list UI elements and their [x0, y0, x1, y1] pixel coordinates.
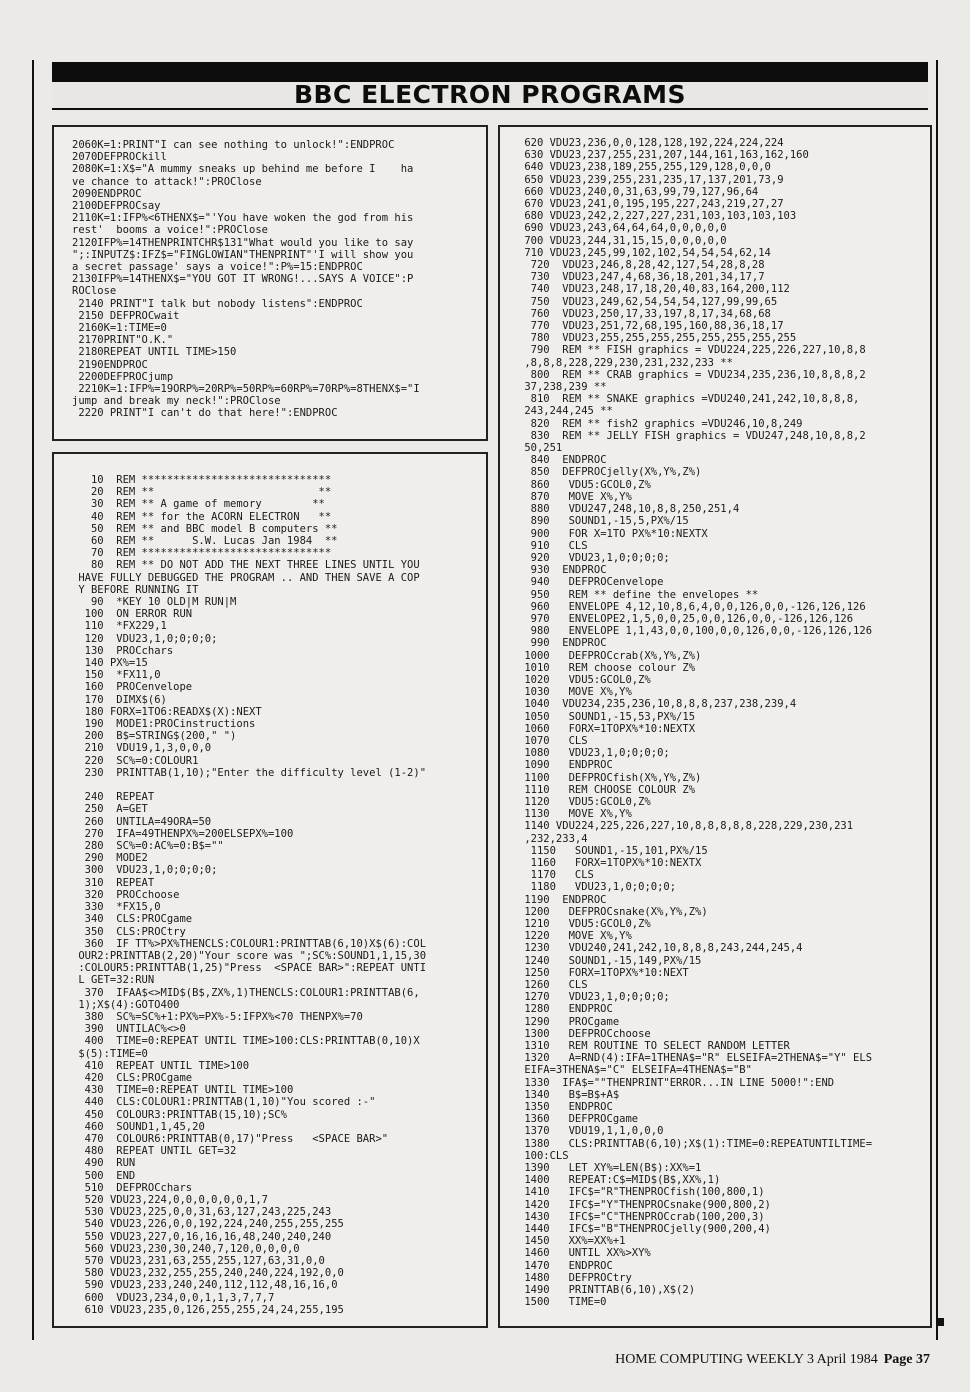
page-footer [615, 1352, 930, 1368]
code-line: 130 PROCchars [72, 644, 174, 657]
code-line: 650 VDU23,239,255,231,235,17,137,201,73,9 [518, 173, 784, 186]
code-line: 2110K=1:IFP%<6THENX$="'You have woken the god from his [72, 212, 414, 225]
code-line: 1400 REPEAT:C$=MID$(B$,XX%,1) [518, 1174, 721, 1187]
code-line: 460 SOUND1,1,45,20 [72, 1120, 205, 1133]
code-line: 1290 PROCgame [518, 1015, 620, 1028]
page-edge-mark [936, 1318, 944, 1326]
code-line: ";:INPUTZ$:IFZ$="FINGLOWIAN"THENPRINT"'I will show you [72, 248, 414, 261]
code-line: 1190 ENDPROC [518, 893, 607, 906]
code-line: 440 CLS:COLOUR1:PRINTTAB(1,10)"You scored :-" [72, 1096, 376, 1109]
code-line: 1150 SOUND1,-15,101,PX%/15 [518, 844, 708, 857]
code-line: 690 VDU23,243,64,64,64,0,0,0,0,0 [518, 222, 727, 235]
code-line: 640 VDU23,238,189,255,255,129,128,0,0,0 [518, 161, 771, 174]
listing-box-top-left [52, 125, 488, 441]
code-line: 230 PRINTTAB(1,10);"Enter the difficulty level (1-2)" [72, 766, 427, 779]
code-line: 160 PROCenvelope [72, 681, 193, 694]
code-line: 1470 ENDPROC [518, 1259, 613, 1272]
code-line: 80 REM ** DO NOT ADD THE NEXT THREE LINES UNTIL YOU [72, 559, 420, 572]
banner-strip [52, 82, 928, 108]
banner-title: BBC ELECTRON PROGRAMS [293, 80, 687, 109]
program-listing-right [518, 137, 924, 1309]
code-line: 2140 PRINT"I talk but nobody listens":ENDPROC [72, 297, 363, 310]
code-line: 2150 DEFPROCwait [72, 309, 180, 322]
code-line: 420 CLS:PROCgame [72, 1071, 193, 1084]
code-line: HAVE FULLY DEBUGGED THE PROGRAM .. AND THEN SAVE A COP [72, 571, 420, 584]
code-line: 980 ENVELOPE 1,1,43,0,0,100,0,0,126,0,0,-126,126,126 [518, 625, 873, 638]
code-line: 370 IFAA$<>MID$(B$,ZX%,1)THENCLS:COLOUR1:PRINTTAB(6, [72, 986, 420, 999]
code-line: 480 REPEAT UNTIL GET=32 [72, 1145, 237, 1158]
code-line: 550 VDU23,227,0,16,16,16,48,240,240,240 [72, 1230, 332, 1243]
code-line: 540 VDU23,226,0,0,192,224,240,255,255,255 [72, 1218, 344, 1231]
code-line: 1390 LET XY%=LEN(B$):XX%=1 [518, 1162, 702, 1175]
code-line: 40 REM ** for the ACORN ELECTRON ** [72, 510, 332, 523]
code-line: 1420 IFC$="Y"THENPROCsnake(900,800,2) [518, 1198, 771, 1211]
code-line: 410 REPEAT UNTIL TIME>100 [72, 1059, 250, 1072]
code-line: ,8,8,8,228,229,230,231,232,233 ** [518, 356, 733, 369]
code-line: 1260 CLS [518, 979, 588, 992]
code-line: 840 ENDPROC [518, 454, 607, 467]
code-line: 1320 A=RND(4):IFA=1THENA$="R" ELSEIFA=2THENA$="Y" ELS [518, 1052, 873, 1065]
code-line: 1490 PRINTTAB(6,10),X$(2) [518, 1284, 696, 1297]
code-line: 400 TIME=0:REPEAT UNTIL TIME>100:CLS:PRINTTAB(0,10)X [72, 1035, 420, 1048]
code-line: 920 VDU23,1,0;0;0;0; [518, 551, 670, 564]
code-line: 580 VDU23,232,255,255,240,240,224,192,0,0 [72, 1267, 344, 1280]
code-line: 670 VDU23,241,0,195,195,227,243,219,27,27 [518, 198, 784, 211]
code-line: 950 REM ** define the envelopes ** [518, 588, 759, 601]
code-line: 520 VDU23,224,0,0,0,0,0,0,1,7 [72, 1193, 268, 1206]
code-line: 10 REM ****************************** [72, 474, 332, 486]
code-line: 1360 DEFPROCgame [518, 1113, 639, 1126]
code-line: 290 MODE2 [72, 852, 148, 865]
code-line: 740 VDU23,248,17,18,20,40,83,164,200,112 [518, 283, 790, 296]
code-line: 120 VDU23,1,0;0;0;0; [72, 632, 218, 645]
code-line: 820 REM ** fish2 graphics =VDU246,10,8,249 [518, 417, 803, 430]
code-line: 1370 VDU19,1,1,0,0,0 [518, 1125, 664, 1138]
code-line: 70 REM ****************************** [72, 547, 332, 560]
code-line: 260 UNTILA=49ORA=50 [72, 815, 212, 828]
code-line: 1450 XX%=XX%+1 [518, 1235, 626, 1248]
code-line: 1030 MOVE X%,Y% [518, 686, 632, 699]
code-line: 1340 B$=B$+A$ [518, 1088, 620, 1101]
code-line: 1200 DEFPROCsnake(X%,Y%,Z%) [518, 905, 708, 918]
code-line: 50 REM ** and BBC model B computers ** [72, 522, 338, 535]
code-line: 610 VDU23,235,0,126,255,255,24,24,255,195 [72, 1303, 344, 1316]
code-line: 1060 FORX=1TOPX%*10:NEXTX [518, 722, 696, 735]
code-line: :COLOUR5:PRINTTAB(1,25)"Press <SPACE BAR>":REPEAT UNTI [72, 962, 427, 975]
code-line: 2180REPEAT UNTIL TIME>150 [72, 346, 237, 359]
code-line: 2210K=1:IFP%=19ORP%=20RP%=50RP%=60RP%=70RP%=8THENX$="I [72, 383, 420, 396]
code-line: 37,238,239 ** [518, 381, 607, 394]
code-line: 470 COLOUR6:PRINTTAB(0,17)"Press <SPACE BAR>" [72, 1132, 389, 1145]
code-line: 450 COLOUR3:PRINTTAB(15,10);SC% [72, 1108, 287, 1121]
code-line [72, 779, 480, 791]
code-line: 1500 TIME=0 [518, 1296, 607, 1309]
code-line: 530 VDU23,225,0,0,31,63,127,243,225,243 [72, 1206, 332, 1219]
program-listing-main-left [72, 474, 480, 1316]
code-line: 2120IFP%=14THENPRINTCHR$131"What would you like to say [72, 236, 414, 249]
code-line: 50,251 [518, 442, 563, 455]
code-line: 1170 CLS [518, 869, 594, 882]
code-line: 890 SOUND1,-15,5,PX%/15 [518, 515, 689, 528]
code-line: 830 REM ** JELLY FISH graphics = VDU247,248,10,8,8,2 [518, 429, 866, 442]
code-line: 630 VDU23,237,255,231,207,144,161,163,162,160 [518, 149, 809, 162]
code-line: 1240 SOUND1,-15,149,PX%/15 [518, 954, 702, 967]
code-line: OUR2:PRINTTAB(2,20)"Your score was ";SC%:SOUND1,1,15,30 [72, 949, 427, 962]
code-line: 1000 DEFPROCcrab(X%,Y%,Z%) [518, 649, 702, 662]
code-line: 1160 FORX=1TOPX%*10:NEXTX [518, 856, 702, 869]
code-line: 870 MOVE X%,Y% [518, 490, 632, 503]
code-line: 2080K=1:X$="A mummy sneaks up behind me before I ha [72, 163, 414, 176]
code-line: Y BEFORE RUNNING IT [72, 583, 199, 596]
code-line: 250 A=GET [72, 803, 148, 816]
code-line: 1120 VDU5:GCOL0,Z% [518, 795, 651, 808]
code-line: 2190ENDPROC [72, 358, 148, 371]
code-line: 110 *FX229,1 [72, 620, 167, 633]
code-line: $(5):TIME=0 [72, 1047, 148, 1060]
code-line: 180 FORX=1TO6:READX$(X):NEXT [72, 705, 262, 718]
code-line: 60 REM ** S.W. Lucas Jan 1984 ** [72, 535, 338, 548]
code-line: 200 B$=STRING$(200," ") [72, 730, 237, 743]
code-line: 330 *FX15,0 [72, 901, 161, 914]
code-line: 910 CLS [518, 539, 588, 552]
code-line: 430 TIME=0:REPEAT UNTIL TIME>100 [72, 1084, 294, 1097]
code-line: 150 *FX11,0 [72, 669, 161, 682]
code-line: 680 VDU23,242,2,227,227,231,103,103,103,103 [518, 210, 797, 223]
page-number: Page 37 [883, 1352, 930, 1367]
code-line: jump and break my neck!":PROClose [72, 395, 281, 408]
code-line: 860 VDU5:GCOL0,Z% [518, 478, 651, 491]
code-line: 590 VDU23,233,240,240,112,112,48,16,16,0 [72, 1279, 338, 1292]
code-line: 310 REPEAT [72, 876, 155, 889]
code-line: 1010 REM choose colour Z% [518, 661, 696, 674]
code-line: 1180 VDU23,1,0;0;0;0; [518, 881, 677, 894]
code-line: 570 VDU23,231,63,255,255,127,63,31,0,0 [72, 1254, 325, 1267]
code-line: 1020 VDU5:GCOL0,Z% [518, 673, 651, 686]
code-line: 20 REM ** ** [72, 486, 332, 499]
code-line: 1230 VDU240,241,242,10,8,8,8,243,244,245,4 [518, 942, 803, 955]
code-line: 750 VDU23,249,62,54,54,54,127,99,99,65 [518, 295, 778, 308]
code-line: 190 MODE1:PROCinstructions [72, 718, 256, 731]
code-line: 1050 SOUND1,-15,53,PX%/15 [518, 710, 696, 723]
code-line: 170 DIMX$(6) [72, 693, 167, 706]
code-line: 100 ON ERROR RUN [72, 608, 193, 621]
code-line: 930 ENDPROC [518, 564, 607, 577]
code-line: 1440 IFC$="B"THENPROCjelly(900,200,4) [518, 1223, 771, 1236]
code-line: 1100 DEFPROCfish(X%,Y%,Z%) [518, 771, 702, 784]
code-line: 600 VDU23,234,0,0,1,1,3,7,7,7 [72, 1291, 275, 1304]
listing-box-right [498, 125, 932, 1328]
program-listing-top-left [72, 139, 480, 420]
code-line: 380 SC%=SC%+1:PX%=PX%-5:IFPX%<70 THENPX%=70 [72, 1010, 363, 1023]
code-line: 1090 ENDPROC [518, 759, 613, 772]
code-line: 1350 ENDPROC [518, 1101, 613, 1114]
code-line: 1280 ENDPROC [518, 1003, 613, 1016]
code-line: 210 VDU19,1,3,0,0,0 [72, 742, 212, 755]
code-line: 1380 CLS:PRINTTAB(6,10);X$(1):TIME=0:REPEATUNTILTIME= [518, 1137, 873, 1150]
code-line: 360 IF TT%>PX%THENCLS:COLOUR1:PRINTTAB(6,10)X$(6):COL [72, 937, 427, 950]
code-line: 500 END [72, 1169, 136, 1182]
code-line: 90 *KEY 10 OLD|M RUN|M [72, 596, 237, 609]
code-line: 1480 DEFPROCtry [518, 1271, 632, 1284]
code-line: 490 RUN [72, 1157, 136, 1170]
code-line: ROClose [72, 285, 117, 298]
code-line: 2060K=1:PRINT"I can see nothing to unlock!":ENDPROC [72, 139, 395, 151]
code-line: 730 VDU23,247,4,68,36,18,201,34,17,7 [518, 271, 765, 284]
code-line: 340 CLS:PROCgame [72, 913, 193, 926]
code-line: 880 VDU247,248,10,8,8,250,251,4 [518, 503, 740, 516]
code-line: 243,244,245 ** [518, 405, 613, 418]
code-line: a secret passage' says a voice!":P%=15:ENDPROC [72, 261, 363, 274]
code-line: 1130 MOVE X%,Y% [518, 808, 632, 821]
code-line: 1070 CLS [518, 734, 588, 747]
code-line: 710 VDU23,245,99,102,102,54,54,54,62,14 [518, 246, 771, 259]
code-line: 1310 REM ROUTINE TO SELECT RANDOM LETTER [518, 1040, 790, 1053]
publication-line: HOME COMPUTING WEEKLY 3 April 1984 [615, 1352, 878, 1367]
code-line: 990 ENDPROC [518, 637, 607, 650]
section-banner [52, 62, 928, 110]
code-line: 510 DEFPROCchars [72, 1181, 193, 1194]
code-line: 1040 VDU234,235,236,10,8,8,8,237,238,239,4 [518, 698, 797, 711]
code-line: 850 DEFPROCjelly(X%,Y%,Z%) [518, 466, 702, 479]
code-line: 350 CLS:PROCtry [72, 925, 186, 938]
code-line: 660 VDU23,240,0,31,63,99,79,127,96,64 [518, 185, 759, 198]
code-line: 1);X$(4):GOTO400 [72, 998, 180, 1011]
code-line: 560 VDU23,230,30,240,7,120,0,0,0,0 [72, 1242, 300, 1255]
code-line: 2100DEFPROCsay [72, 200, 161, 213]
code-line: 970 ENVELOPE2,1,5,0,0,25,0,0,126,0,0,-126,126,126 [518, 612, 854, 625]
code-line: 320 PROCchoose [72, 888, 180, 901]
code-line: EIFA=3THENA$="C" ELSEIFA=4THENA$="B" [518, 1064, 752, 1077]
code-line: 810 REM ** SNAKE graphics =VDU240,241,242,10,8,8,8, [518, 393, 860, 406]
code-line: 700 VDU23,244,31,15,15,0,0,0,0,0 [518, 234, 727, 247]
code-line: 2170PRINT"O.K." [72, 334, 174, 347]
code-line: 1080 VDU23,1,0;0;0;0; [518, 747, 670, 760]
code-line: 100:CLS [518, 1149, 569, 1162]
code-line: 960 ENVELOPE 4,12,10,8,6,4,0,0,126,0,0,-126,126,126 [518, 600, 866, 613]
code-line: 1460 UNTIL XX%>XY% [518, 1247, 651, 1260]
code-line: L GET=32:RUN [72, 974, 155, 987]
code-line: 2160K=1:TIME=0 [72, 322, 167, 335]
code-line: 2070DEFPROCkill [72, 151, 167, 164]
code-line: 390 UNTILAC%<>0 [72, 1023, 186, 1036]
code-line: 30 REM ** A game of memory ** [72, 498, 325, 511]
listing-box-main-left [52, 452, 488, 1328]
code-line: 790 REM ** FISH graphics = VDU224,225,226,227,10,8,8 [518, 344, 866, 357]
code-line: 300 VDU23,1,0;0;0;0; [72, 864, 218, 877]
code-line: 620 VDU23,236,0,0,128,128,192,224,224,224 [518, 137, 784, 149]
code-line: 140 PX%=15 [72, 657, 148, 670]
code-line: 2200DEFPROCjump [72, 370, 174, 383]
code-line: ve chance to attack!":PROClose [72, 175, 262, 188]
code-line: ,232,233,4 [518, 832, 588, 845]
code-line: 270 IFA=49THENPX%=200ELSEPX%=100 [72, 827, 294, 840]
code-line: 1410 IFC$="R"THENPROCfish(100,800,1) [518, 1186, 765, 1199]
code-line: 2090ENDPROC [72, 187, 142, 200]
code-line: 1430 IFC$="C"THENPROCcrab(100,200,3) [518, 1210, 765, 1223]
code-line: 1270 VDU23,1,0;0;0;0; [518, 991, 670, 1004]
code-line: 770 VDU23,251,72,68,195,160,88,36,18,17 [518, 320, 784, 333]
code-line: 1250 FORX=1TOPX%*10:NEXT [518, 966, 689, 979]
code-line: 720 VDU23,246,8,28,42,127,54,28,8,28 [518, 259, 765, 272]
code-line: 1330 IFA$=""THENPRINT"ERROR...IN LINE 5000!":END [518, 1076, 835, 1089]
code-line: 760 VDU23,250,17,33,197,8,17,34,68,68 [518, 307, 771, 320]
code-line: 800 REM ** CRAB graphics = VDU234,235,236,10,8,8,8,2 [518, 368, 866, 381]
code-line: 900 FOR X=1TO PX%*10:NEXTX [518, 527, 708, 540]
code-line: 940 DEFPROCenvelope [518, 576, 664, 589]
code-line: 220 SC%=0:COLOUR1 [72, 754, 199, 767]
code-line: 1210 VDU5:GCOL0,Z% [518, 918, 651, 930]
code-line: 2220 PRINT"I can't do that here!":ENDPROC [72, 407, 338, 420]
code-line: 1140 VDU224,225,226,227,10,8,8,8,8,8,228,229,230,231 [518, 820, 854, 833]
code-line: 1300 DEFPROCchoose [518, 1027, 651, 1040]
code-line: 280 SC%=0:AC%=0:B$="" [72, 840, 224, 853]
code-line: 2130IFP%=14THENX$="YOU GOT IT WRONG!...SAYS A VOICE":P [72, 273, 414, 286]
code-line: 240 REPEAT [72, 791, 155, 804]
code-line: 780 VDU23,255,255,255,255,255,255,255,255 [518, 332, 797, 345]
code-line: 1220 MOVE X%,Y% [518, 930, 632, 943]
code-line: rest' booms a voice!":PROClose [72, 224, 268, 237]
code-line: 1110 REM CHOOSE COLOUR Z% [518, 783, 696, 796]
